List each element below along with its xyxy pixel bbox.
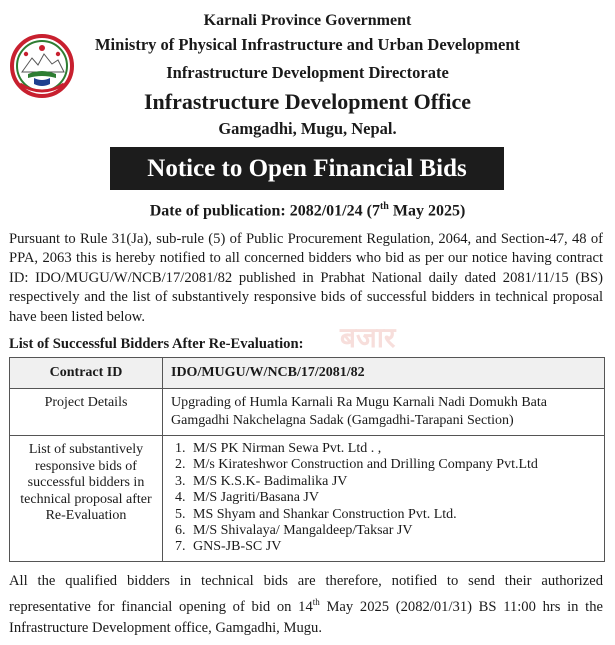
table-row — [10, 436, 605, 562]
contract-id-label: Contract ID — [10, 358, 163, 389]
office-location: Gamgadhi, Mugu, Nepal. — [218, 119, 397, 138]
province-government-heading: Karnali Province Government — [203, 12, 412, 29]
project-details-label: Project Details — [10, 389, 163, 436]
table-header-row — [10, 358, 605, 389]
bidders-label: List of substantively responsive bids of successful bidders in technical proposal after Re-Evaluation — [10, 436, 163, 562]
list-item: 4. M/S Jagriti/Basana JV — [189, 490, 596, 506]
ministry-heading: Ministry of Physical Infrastructure and Urban Development — [94, 35, 520, 54]
watermark: बजार — [340, 321, 396, 354]
bidders-list — [171, 441, 596, 556]
publication-date: Date of publication: 2082/01/24 (7th May 2025) — [149, 201, 466, 220]
table-row — [10, 389, 605, 436]
list-item: 6. M/S Shivalaya/ Mangaldeep/Taksar JV — [189, 523, 596, 539]
list-item: 7. GNS-JB-SC JV — [189, 539, 596, 555]
list-title: List of Successful Bidders After Re-Evaluation: — [9, 336, 304, 352]
list-item: 1. M/S PK Nirman Sewa Pvt. Ltd . , — [189, 441, 596, 457]
directorate-heading: Infrastructure Development Directorate — [166, 63, 449, 82]
bidders-cell — [163, 436, 605, 562]
office-heading: Infrastructure Development Office — [143, 89, 472, 114]
notice-title: Notice to Open Financial Bids — [110, 147, 504, 190]
bidders-table — [9, 357, 605, 562]
list-item: 3. M/S K.S.K- Badimalika JV — [189, 474, 596, 490]
closing-paragraph: All the qualified bidders in technical bids are therefore, notified to send their authorized representative for financial opening of bid on 14th May 2025 (2082/01/31) BS 11:00 hrs in the Infrastructure Development office, Gamgadhi, Mugu. — [9, 573, 603, 636]
intro-paragraph: Pursuant to Rule 31(Ja), sub-rule (5) of Public Procurement Regulation, 2064, and Section-47, 48 of PPA, 2063 this is hereby notified to all concerned bidders who bid as per our notice having contract ID: IDO/MUGU/W/NCB/17/2081/82 published in Prabhat National daily dated 2081/11/15 (BS) respectively and the list of substantively responsive bids of successful bidders in technical proposal have been listed below. — [9, 231, 603, 325]
list-item: 5. MS Shyam and Shankar Construction Pvt. Ltd. — [189, 507, 596, 523]
project-details-value: Upgrading of Humla Karnali Ra Mugu Karnali Nadi Domukh Bata Gamgadhi Nakchelagna Sadak (Gamgadhi-Tarapani Section) — [163, 389, 605, 436]
list-item: 2. M/s Kirateshwor Construction and Drilling Company Pvt.Ltd — [189, 457, 596, 473]
contract-id-value: IDO/MUGU/W/NCB/17/2081/82 — [163, 358, 605, 389]
